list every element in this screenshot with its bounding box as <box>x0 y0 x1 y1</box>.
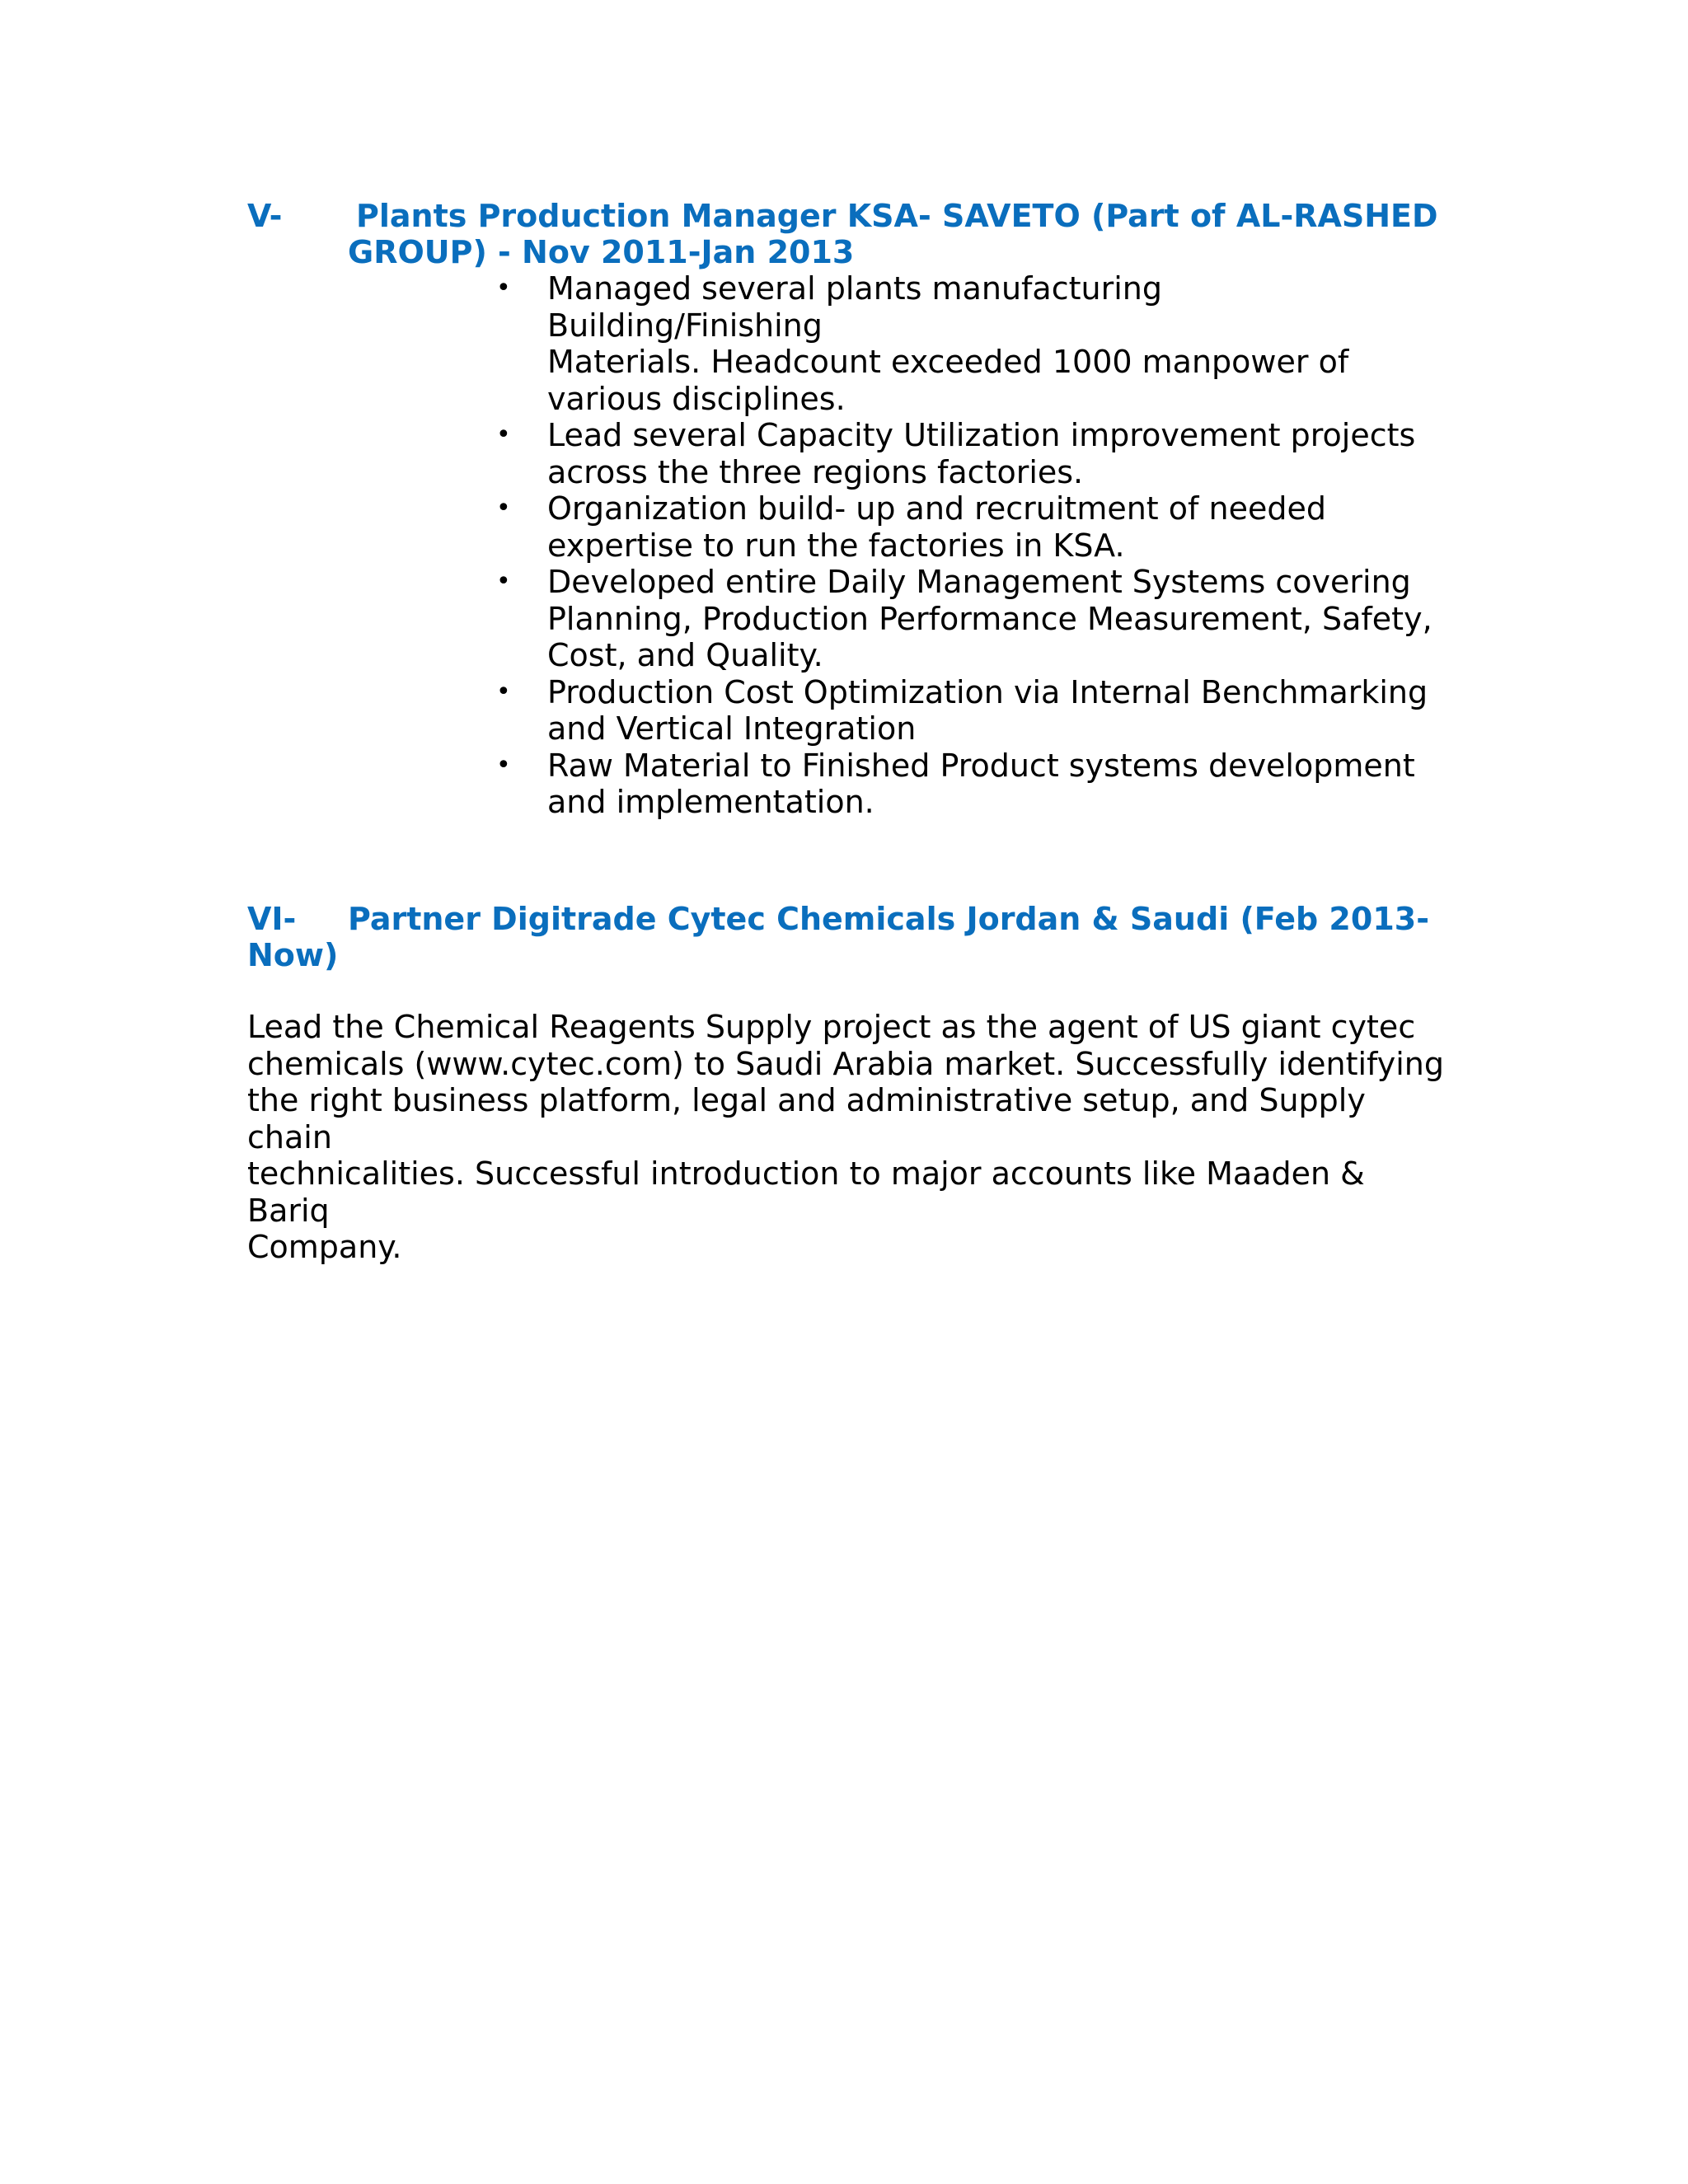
section-vi-title-line2: Now) <box>247 937 339 973</box>
section-v-heading <box>247 198 1438 234</box>
bullet-text: Production Cost Optimization via Internal Benchmarking and Vertical Integration <box>547 673 1428 747</box>
section-v-number: V- <box>247 198 283 234</box>
section-v-title-line1: Plants Production Manager KSA- SAVETO (Part of AL-RASHED <box>356 198 1438 234</box>
section-v-bullet-list <box>488 270 1444 821</box>
bullet-item <box>488 417 1444 490</box>
bullet-glyph: • <box>496 677 511 706</box>
bullet-text: Raw Material to Finished Product systems development and implementation. <box>547 747 1415 820</box>
bullet-text: Developed entire Daily Management Systems covering Planning, Production Performance Measurement, Safety, Cost, and Quality. <box>547 564 1432 673</box>
section-vi-paragraph: Lead the Chemical Reagents Supply project as the agent of US giant cytec chemicals (www.cytec.com) to Saudi Arabia market. Successfully identifying the right business platform, legal and administrative setup, and Supply chain technicalities. Successful introduction to major accounts like Maaden & Bariq Company. <box>247 1009 1444 1265</box>
bullet-item <box>488 490 1444 564</box>
bullet-glyph: • <box>496 420 511 449</box>
bullet-text: Organization build- up and recruitment of needed expertise to run the factories in KSA. <box>547 490 1326 564</box>
bullet-item <box>488 674 1444 748</box>
bullet-item <box>488 748 1444 821</box>
section-vi-number: VI- <box>247 901 297 937</box>
section-vi-heading <box>247 901 1429 937</box>
bullet-text: Lead several Capacity Utilization improvement projects across the three regions factories. <box>547 417 1416 490</box>
bullet-glyph: • <box>496 274 511 302</box>
bullet-item <box>488 564 1444 674</box>
bullet-glyph: • <box>496 567 511 596</box>
bullet-item <box>488 270 1444 417</box>
bullet-glyph: • <box>496 750 511 780</box>
bullet-text: Managed several plants manufacturing Building/Finishing Materials. Headcount exceeded 1000 manpower of various disciplines. <box>547 270 1349 417</box>
section-vi-title-line1: Partner Digitrade Cytec Chemicals Jordan & Saudi (Feb 2013- <box>348 901 1429 937</box>
bullet-glyph: • <box>496 494 511 523</box>
section-v-title-line2: GROUP) - Nov 2011-Jan 2013 <box>348 234 855 270</box>
